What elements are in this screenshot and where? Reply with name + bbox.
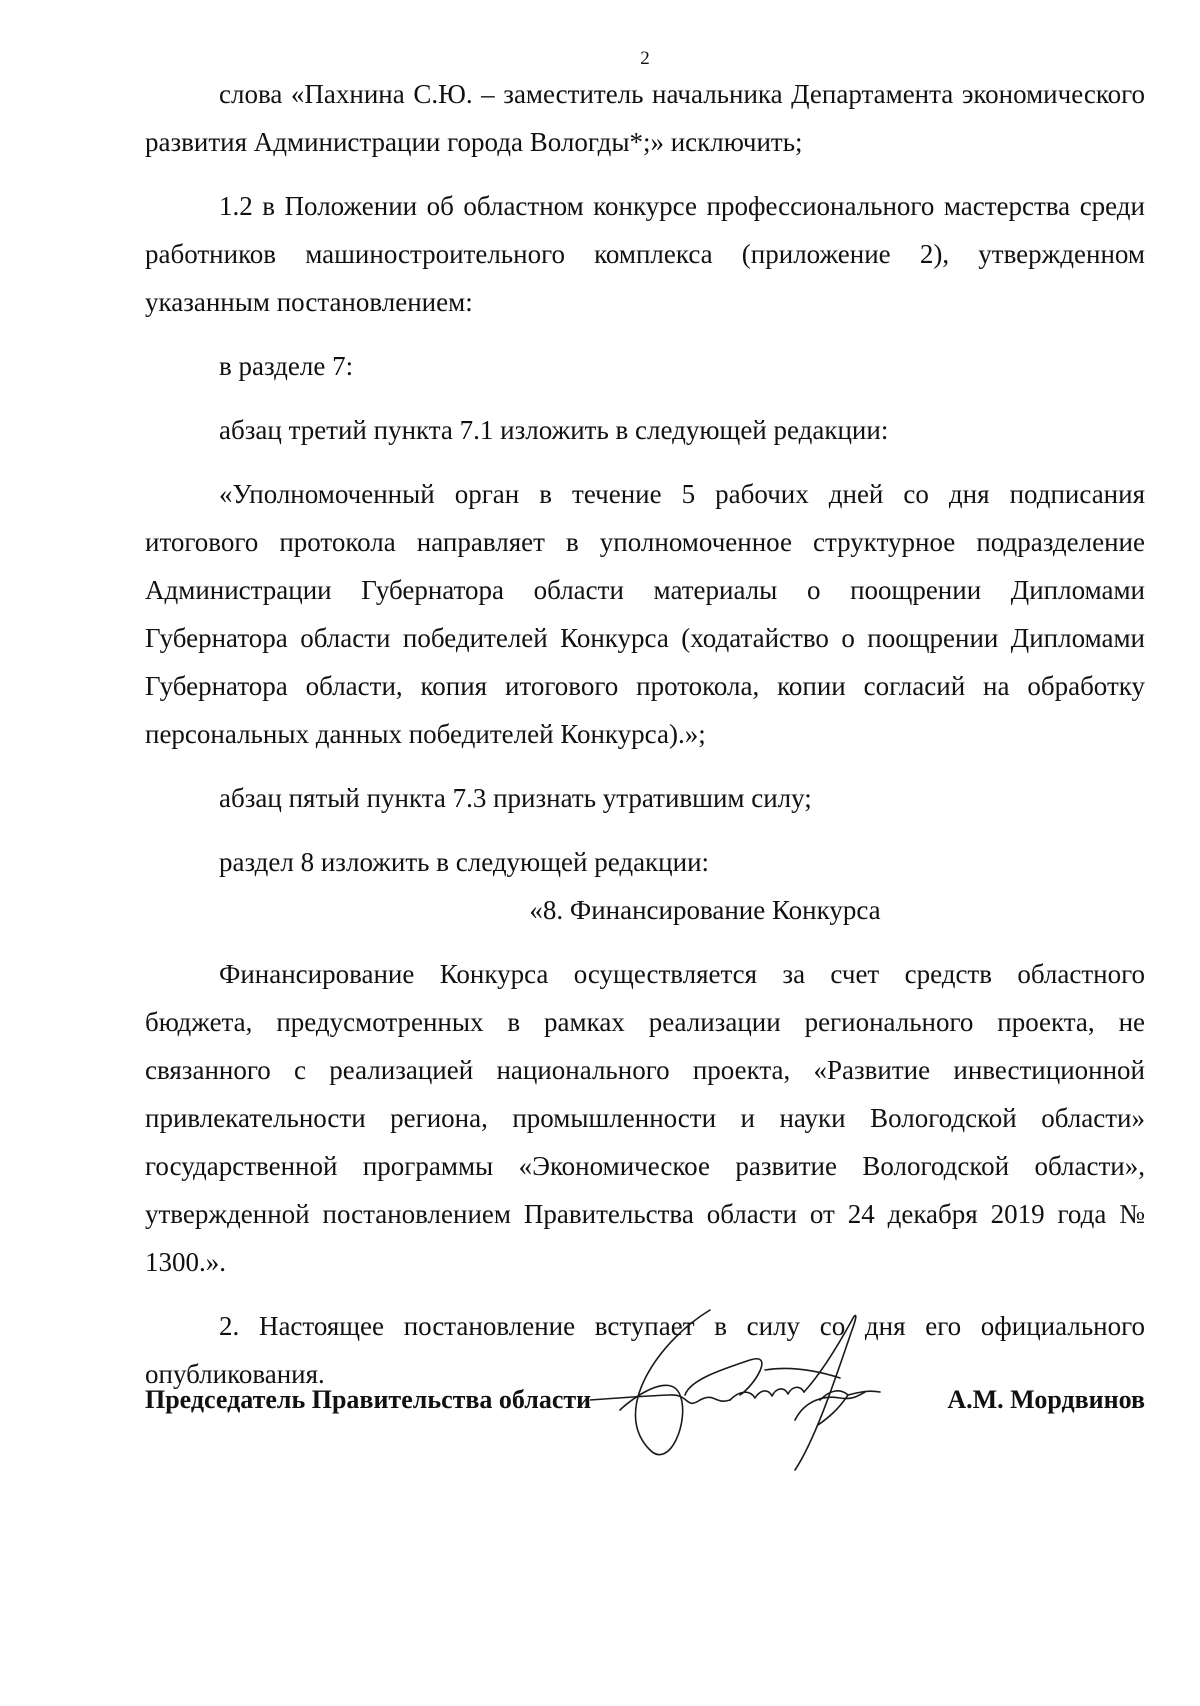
paragraph-effective-date: 2. Настоящее постановление вступает в силу со дня его официального опубликования. (145, 1311, 1145, 1389)
paragraph-clause-7-1: абзац третий пункта 7.1 изложить в следующей редакции: (219, 415, 889, 445)
page-number: 2 (640, 48, 650, 69)
paragraph-financing: Финансирование Конкурса осуществляется за счет средств областного бюджета, предусмотренных в рамках реализации регионального проекта, не связанного с реализацией национального проекта, «Развитие инвестиционной привлекательности региона, промышленности и науки Вологодской области» государственной программы «Экономическое развитие Вологодской области», утвержденной постановлением Правительства области от 24 декабря 2019 года № 1300.». (145, 959, 1145, 1277)
handwritten-signature-icon (590, 1300, 950, 1480)
signatory-name: А.М. Мордвинов (947, 1385, 1145, 1414)
paragraph-clause-7-3: абзац пятый пункта 7.3 признать утратившим силу; (219, 783, 812, 813)
document-body (145, 70, 1145, 1398)
section-heading: «8. Финансирование Конкурса (529, 895, 881, 925)
paragraph-exclusion: слова «Пахнина С.Ю. – заместитель начальника Департамента экономического развития Администрации города Вологды*;» исключить; (145, 79, 1145, 157)
paragraph-section-7: в разделе 7: (219, 351, 354, 381)
paragraph-new-wording: «Уполномоченный орган в течение 5 рабочих дней со дня подписания итогового протокола направляет в уполномоченное структурное подразделение Администрации Губернатора области материалы о поощрении Дипломами Губернатора области победителей Конкурса (ходатайство о поощрении Дипломами Губернатора области, копия итогового протокола, копии согласий на обработку персональных данных победителей Конкурса).»; (145, 479, 1145, 749)
paragraph-regulation-amendment: 1.2 в Положении об областном конкурсе профессионального мастерства среди работников машиностроительного комплекса (приложение 2), утвержденном указанным постановлением: (145, 191, 1145, 317)
paragraph-section-8: раздел 8 изложить в следующей редакции: (219, 847, 710, 877)
signatory-position: Председатель Правительства области (145, 1385, 592, 1414)
